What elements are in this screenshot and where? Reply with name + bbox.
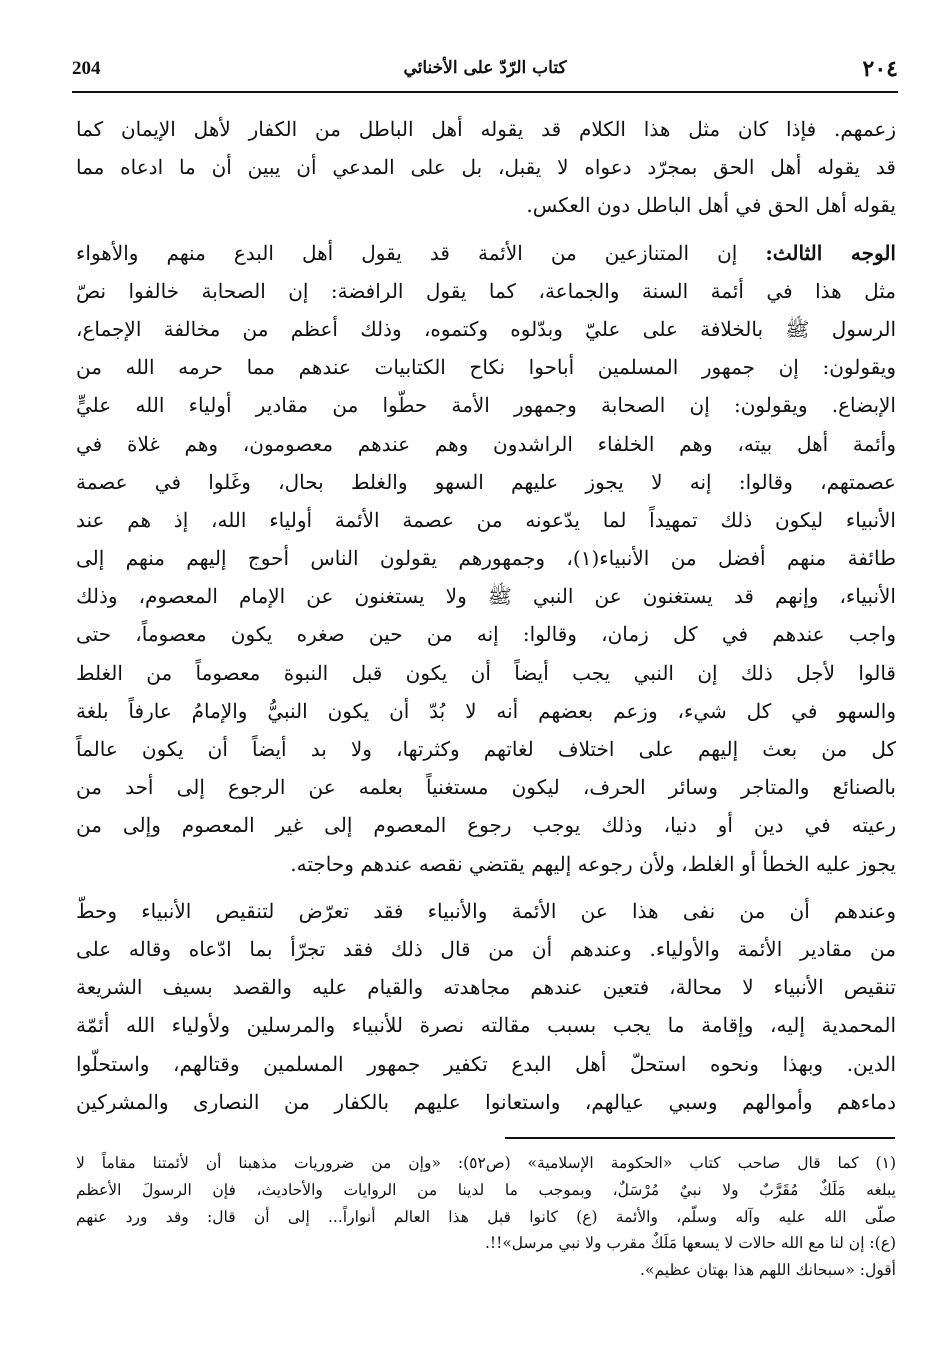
text-line: رعيته في دين أو دنيا، وذلك يوجب رجوع المعصوم إلى غير المعصوم وإلى من <box>76 813 896 838</box>
text-line: والسهو في كل شيء، وزعم بعضهم أنه لا بُدّ أن يكون النبيُّ والإمامُ عارفاً بلغة <box>76 698 896 723</box>
header-rule <box>72 91 898 93</box>
text-line: الأنبياء ليكون ذلك تمهيداً لما يدّعونه من عصمة الأئمة أولياء الله، إذ هم عند <box>76 507 896 532</box>
paragraph <box>76 110 896 225</box>
footnote-line: يبلغه مَلَكٌ مُقَرَّبٌ ولا نبيٌ مُرْسَلٌ، وبموجب ما لدينا من الروايات والأحاديث، فإن الرسولَ الأعظم <box>76 1180 896 1199</box>
footnote-separator <box>505 1137 895 1139</box>
text-line <box>76 234 896 272</box>
text-line: قالوا لأجل ذلك إن النبي يجب أيضاً أن يكون قبل النبوة معصوماً من الغلط <box>76 660 896 685</box>
text-line: كل من بعث إليهم على اختلاف لغاتهم وكثرتها، ولا بد أيضاً أن يكون عالماً <box>76 737 896 761</box>
paragraph <box>76 892 896 1121</box>
paragraph <box>76 234 896 883</box>
page-number-latin: 204 <box>72 58 101 79</box>
text-line: ويقولون: إن جمهور المسلمين أباحوا نكاح الكتابيات عندهم مما حرمه الله من <box>76 355 896 380</box>
text-line: تنقيص الأنبياء لا محالة، فتعين عندهم مجاهدته والقيام عليه والقصد بسيف الشريعة <box>76 975 896 1000</box>
text-line: زعمهم. فإذا كان مثل هذا الكلام قد يقوله أهل الباطل من الكفار لأهل الإيمان كما <box>76 117 896 141</box>
footnote-line: (١) كما قال صاحب كتاب «الحكومة الإسلامية» (ص٥٢): «وإن من ضروريات مذهبنا أن لأئمتنا مقاماً لا <box>76 1154 896 1172</box>
text-line: طائفة منهم أفضل من الأنبياء(١)، وجمهورهم يقولون الناس أحوج إليهم منهم إلى <box>76 546 896 571</box>
footnote-line: أقول: «سبحانك اللهم هذا بهتان عظيم». <box>640 1261 896 1280</box>
footnotes <box>76 1150 896 1284</box>
body-text <box>76 110 896 1130</box>
text-line: واجب عندهم في كل زمان، وقالوا: إنه من حين صغره يكون معصوماً، حتى <box>76 622 896 647</box>
text-line: وعندهم أن من نفى هذا عن الأئمة والأنبياء فقد تعرّض لتنقيص الأنبياء وحطّ <box>76 898 896 923</box>
footnote-line: صلّى الله عليه وآله وسلّم، والأئمة (ع) كانوا قبل هذا العالم أنواراً... إلى أن قال: وقد ورد عنهم <box>76 1207 896 1226</box>
text-line: بالصنائع والمتاجر وسائر الحرف، ليكون مستغنياً بعلمه عن الرجوع إلى أحد من <box>76 775 896 800</box>
text-line: من مقادير الأئمة والأولياء. وعندهم أن من قال ذلك فقد تجرّأ بما ادّعاه وقاله على <box>76 936 896 961</box>
text-span: إن المتنازعين من الأئمة قد يقول أهل البدع منهم والأهواء <box>76 240 766 265</box>
text-line: المحمدية إليه، وإقامة ما يجب بسبب مقالته نصرة للأنبياء والمرسلين ولأولياء الله أئمّة <box>76 1013 896 1038</box>
page-number-arabic: ٢٠٤ <box>862 56 898 82</box>
text-line: مثل هذا في أئمة السنة والجماعة، كما يقول الرافضة: إن الصحابة خالفوا نصّ <box>76 278 896 303</box>
page-header <box>72 56 898 90</box>
section-heading: الوجه الثالث: <box>765 240 896 265</box>
footnote-line: (ع): إن لنا مع الله حالات لا يسعها مَلَكٌ مقرب ولا نبي مرسل»!!. <box>484 1234 896 1253</box>
text-line: عصمتهم، وقالوا: إنه لا يجوز عليهم السهو والغلط بحال، وغَلوا في عصمة <box>76 469 896 494</box>
text-line: يجوز عليه الخطأ أو الغلط، ولأن رجوعه إليهم يقتضي نقصه عندهم وحاجته. <box>290 851 896 876</box>
text-line: الدين. وبهذا ونحوه استحلّ أهل البدع تكفير جمهور المسلمين وقتالهم، واستحلّوا <box>76 1051 896 1076</box>
text-line: يقوله أهل الحق في أهل الباطل دون العكس. <box>526 193 896 218</box>
text-line: وأئمة أهل بيته، وهم الخلفاء الراشدون وهم عندهم معصومون، وهم غلاة في <box>76 431 896 456</box>
text-line: الرسول ﷺ بالخلافة على عليّ وبدّلوه وكتموه، وذلك أعظم من مخالفة الإجماع، <box>76 316 896 341</box>
text-line: الأنبياء، وإنهم قد يستغنون عن النبي ﷺ ولا يستغنون عن الإمام المعصوم، وذلك <box>76 584 896 609</box>
running-title: كتاب الرّدّ على الأخنائي <box>403 58 567 78</box>
text-line: الإبضاع. ويقولون: إن الصحابة وجمهور الأمة حطّوا من مقادير أولياء الله عليٍّ <box>76 393 896 418</box>
text-line: دماءهم وأموالهم وسبي عيالهم، واستعانوا عليهم بالكفار من النصارى والمشركين <box>76 1089 896 1114</box>
text-line: قد يقوله أهل الحق بمجرّد دعواه لا يقبل، بل على المدعي أن يبين أن ما ادعاه مما <box>76 155 896 180</box>
